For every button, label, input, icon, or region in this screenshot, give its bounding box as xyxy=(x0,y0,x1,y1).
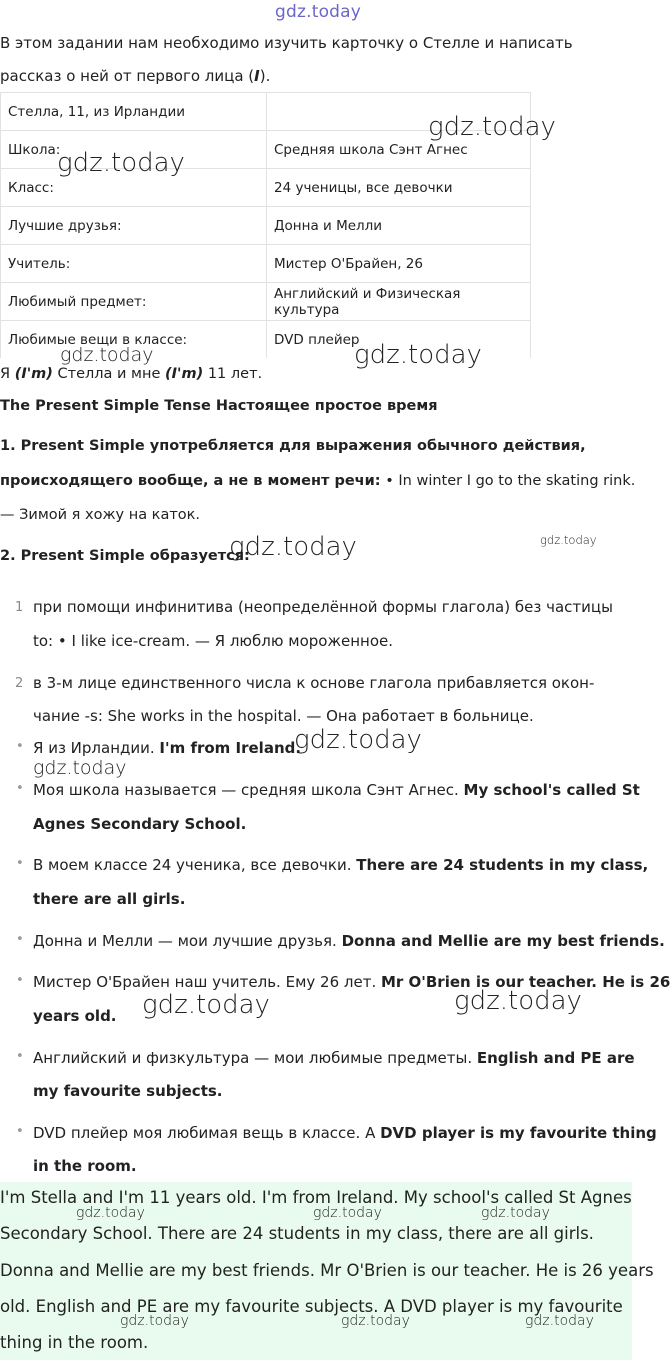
watermark: gdz.today xyxy=(540,533,597,547)
bullet-icon: • xyxy=(16,1124,24,1139)
english-translation-continued: my favourite subjects. xyxy=(33,1082,223,1100)
russian-sentence: Английский и физкультура — мои любимые предметы. xyxy=(33,1049,477,1067)
bullet-icon: • xyxy=(16,1049,24,1064)
bullet-item-line xyxy=(33,1124,657,1142)
english-translation: English and PE are xyxy=(476,1049,635,1067)
table-value-cell: Донна и Мелли xyxy=(267,207,531,245)
russian-sentence: DVD плейер моя любимая вещь в классе. A xyxy=(33,1124,381,1142)
intro-line-2: рассказ о ней от первого лица (I). xyxy=(0,67,271,85)
english-translation-continued: in the room. xyxy=(33,1157,137,1175)
table-value-cell: 24 ученицы, все девочки xyxy=(267,169,531,207)
answer-line-1: I'm Stella and I'm 11 years old. I'm from Ireland. My school's called St Agnes xyxy=(0,1188,632,1207)
bullet-icon: • xyxy=(16,739,24,754)
table-row xyxy=(1,283,531,321)
bullet-icon: • xyxy=(16,781,24,796)
english-translation-continued: Agnes Secondary School. xyxy=(33,815,247,833)
russian-sentence: Моя школа называется — средняя школа Сэнт Агнес. xyxy=(33,781,464,799)
watermark: gdz.today xyxy=(229,532,357,562)
table-value-cell: Мистер О'Брайен, 26 xyxy=(267,245,531,283)
table-row xyxy=(1,245,531,283)
watermark: gdz.today xyxy=(57,148,185,178)
rule-1-line-3: — Зимой я хожу на каток. xyxy=(0,507,201,523)
english-translation: DVD player is my favourite thing xyxy=(380,1124,657,1142)
bullet-icon: • xyxy=(16,932,24,947)
watermark: gdz.today xyxy=(76,1205,145,1221)
english-translation: Mr O'Brien is our teacher. He is 26 xyxy=(380,973,670,991)
answer-line-4: old. English and PE are my favourite subjects. A DVD player is my favourite xyxy=(0,1297,623,1316)
russian-sentence: Донна и Мелли — мои лучшие друзья. xyxy=(33,932,342,950)
rule-2-label: 2. Present Simple образуется: xyxy=(0,548,250,564)
table-value-cell: Средняя школа Сэнт Агнес xyxy=(267,131,531,169)
answer-line-2: Secondary School. There are 24 students in my class, there are all girls. xyxy=(0,1224,594,1243)
bullet-item-line xyxy=(33,856,648,874)
numbered-item-text: to: • I like ice-cream. — Я люблю мороженное. xyxy=(33,632,394,650)
bullet-icon: • xyxy=(16,856,24,871)
numbered-item-text: в 3-м лице единственного числа к основе глагола прибавляется окон- xyxy=(33,674,595,692)
table-key-cell: Учитель: xyxy=(1,245,267,283)
watermark: gdz.today xyxy=(120,1313,189,1329)
list-number: 1 xyxy=(15,600,24,615)
watermark: gdz.today xyxy=(60,344,154,366)
bullet-item-line xyxy=(33,932,665,950)
bullet-item-line xyxy=(33,1049,635,1067)
site-logo[interactable]: gdz.today xyxy=(275,2,362,22)
intro-line-1: В этом задании нам необходимо изучить карточку о Стелле и написать xyxy=(0,34,573,52)
watermark: gdz.today xyxy=(454,986,582,1016)
table-key-cell: Класс: xyxy=(1,169,267,207)
watermark: gdz.today xyxy=(428,112,556,142)
table-key-cell: Любимые вещи в классе: xyxy=(1,321,267,359)
list-number: 2 xyxy=(15,676,24,691)
bullet-icon: • xyxy=(16,973,24,988)
rule-1-line-1: 1. Present Simple употребляется для выражения обычного действия, xyxy=(0,438,586,454)
table-row xyxy=(1,207,531,245)
watermark: gdz.today xyxy=(33,757,127,779)
watermark: gdz.today xyxy=(481,1205,550,1221)
table-key-cell: Школа: xyxy=(1,131,267,169)
numbered-item-text: при помощи инфинитива (неопределённой формы глагола) без частицы xyxy=(33,598,613,616)
table-value-cell: DVD плейер xyxy=(267,321,531,359)
grammar-heading: The Present Simple Tense Настоящее простое время xyxy=(0,398,438,414)
watermark: gdz.today xyxy=(341,1313,410,1329)
watermark: gdz.today xyxy=(142,990,270,1020)
table-value-cell: Английский и Физическая культура xyxy=(267,283,531,321)
bullet-item-line xyxy=(33,739,301,757)
english-translation: Donna and Mellie are my best friends. xyxy=(341,932,665,950)
table-key-cell: Лучшие друзья: xyxy=(1,207,267,245)
answer-line-3: Donna and Mellie are my best friends. Mr O'Brien is our teacher. He is 26 years xyxy=(0,1261,654,1280)
table-key-cell: Любимый предмет: xyxy=(1,283,267,321)
english-translation-continued: there are all girls. xyxy=(33,890,186,908)
russian-sentence: В моем классе 24 ученика, все девочки. xyxy=(33,856,357,874)
watermark: gdz.today xyxy=(313,1205,382,1221)
rule-1-line-2: происходящего вообще, а не в момент речи: • In winter I go to the skating rink. xyxy=(0,473,636,489)
english-translation: I'm from Ireland. xyxy=(159,739,302,757)
russian-sentence: Я из Ирландии. xyxy=(33,739,160,757)
numbered-item-text: чание -s: She works in the hospital. — Она работает в больнице. xyxy=(33,707,534,725)
answer-line-5: thing in the room. xyxy=(0,1333,149,1352)
english-translation-continued: years old. xyxy=(33,1007,117,1025)
russian-sentence: Мистер О'Брайен наш учитель. Ему 26 лет. xyxy=(33,973,381,991)
table-key-cell: Стелла, 11, из Ирландии xyxy=(1,93,267,131)
watermark: gdz.today xyxy=(354,340,482,370)
bullet-item-line xyxy=(33,781,640,799)
english-translation: There are 24 students in my class, xyxy=(356,856,649,874)
watermark: gdz.today xyxy=(525,1313,594,1329)
example-line: Я (I'm) Стелла и мне (I'm) 11 лет. xyxy=(0,366,263,382)
watermark: gdz.today xyxy=(294,725,422,755)
english-translation: My school's called St xyxy=(463,781,640,799)
